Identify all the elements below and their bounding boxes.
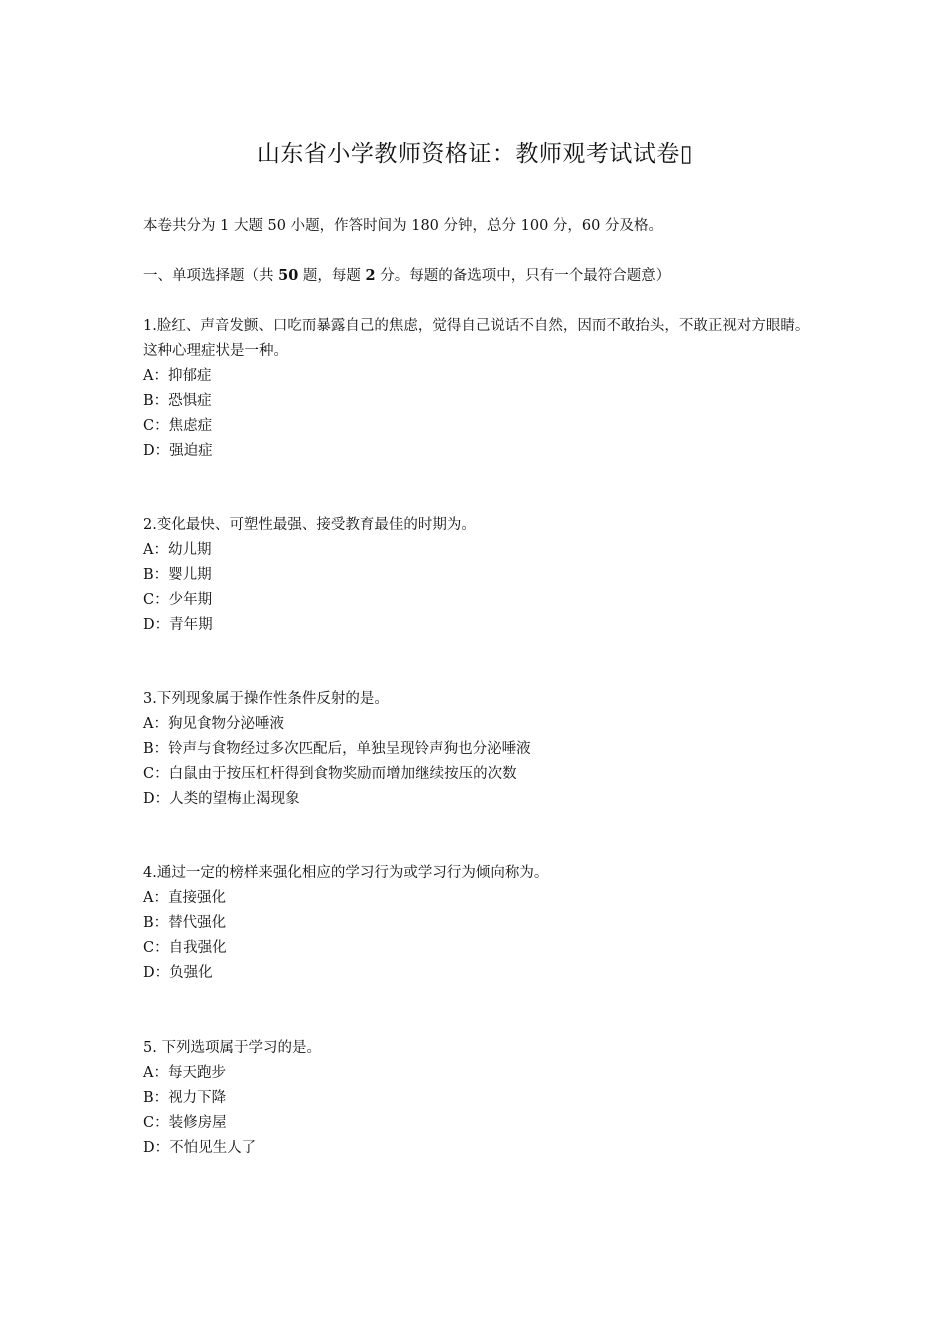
option-a: A：直接强化 <box>143 890 226 906</box>
option-a: A：幼儿期 <box>143 542 212 558</box>
option-c: C：白鼠由于按压杠杆得到食物奖励而增加继续按压的次数 <box>143 766 517 782</box>
question-3 <box>143 687 813 812</box>
option-c: C：少年期 <box>143 592 213 608</box>
section-points-per-question: 2 <box>365 267 376 284</box>
option-d: D：不怕见生人了 <box>143 1140 257 1156</box>
question-stem: 5. 下列选项属于学习的是。 <box>143 1040 321 1056</box>
section-question-count: 50 <box>278 267 299 284</box>
exam-intro: 本卷共分为 1 大题 50 小题，作答时间为 180 分钟，总分 100 分，60 分及格。 <box>143 218 663 234</box>
question-stem: 1.脸红、声音发颤、口吃而暴露自己的焦虑，觉得自己说话不自然，因而不敢抬头，不敢正视对方眼睛。这种心理症状是一种。 <box>143 318 810 359</box>
question-5 <box>143 1036 813 1161</box>
option-b: B：视力下降 <box>143 1090 227 1106</box>
option-c: C：自我强化 <box>143 940 227 956</box>
option-a: A：抑郁症 <box>143 368 212 384</box>
question-1 <box>143 314 813 464</box>
question-stem: 2.变化最快、可塑性最强、接受教育最佳的时期为。 <box>143 517 476 533</box>
option-a: A：每天跑步 <box>143 1065 226 1081</box>
option-d: D：强迫症 <box>143 443 213 459</box>
question-stem: 3.下列现象属于操作性条件反射的是。 <box>143 691 389 707</box>
option-d: D：青年期 <box>143 617 213 633</box>
section-heading-middle: 题，每题 <box>298 268 366 284</box>
missing-glyph-icon: ▯ <box>679 141 694 167</box>
option-c: C：装修房屋 <box>143 1115 227 1131</box>
option-d: D：负强化 <box>143 965 213 981</box>
document-title <box>0 138 950 170</box>
option-b: B：婴儿期 <box>143 567 212 583</box>
option-d: D：人类的望梅止渴现象 <box>143 791 300 807</box>
option-b: B：铃声与食物经过多次匹配后，单独呈现铃声狗也分泌唾液 <box>143 741 531 757</box>
question-stem: 4.通过一定的榜样来强化相应的学习行为或学习行为倾向称为。 <box>143 865 549 881</box>
option-b: B：恐惧症 <box>143 393 212 409</box>
question-2 <box>143 513 813 638</box>
section-heading <box>143 264 823 288</box>
section-heading-suffix: 分。每题的备选项中，只有一个最符合题意） <box>375 268 671 284</box>
option-a: A：狗见食物分泌唾液 <box>143 716 284 732</box>
section-heading-prefix: 一、单项选择题（共 <box>143 268 279 284</box>
document-title-text: 山东省小学教师资格证：教师观考试试卷 <box>256 141 680 167</box>
option-c: C：焦虑症 <box>143 418 213 434</box>
question-4 <box>143 861 813 986</box>
option-b: B：替代强化 <box>143 915 227 931</box>
